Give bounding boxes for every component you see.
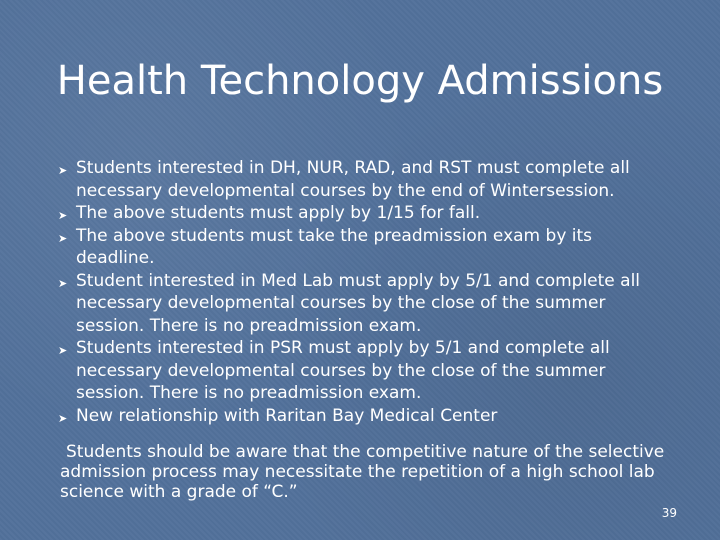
bullet-text: New relationship with Raritan Bay Medical Center: [76, 405, 498, 426]
bullet-item: [58, 202, 668, 225]
arrow-bullet-icon: ➤: [58, 209, 68, 222]
arrow-bullet-icon: ➤: [58, 231, 68, 245]
slide-title: Health Technology Admissions: [56, 58, 664, 104]
arrow-bullet-icon: ➤: [58, 164, 68, 177]
bullet-item: [58, 405, 668, 428]
arrow-bullet-icon: ➤: [58, 411, 68, 425]
page-number: 39: [661, 506, 677, 520]
arrow-bullet-icon: ➤: [58, 276, 68, 290]
bullet-item: [58, 270, 668, 338]
bullet-text: Students interested in DH, NUR, RAD, and RST must complete all necessary developmental courses by the end of Wintersession.: [76, 158, 630, 201]
bullet-item: [58, 157, 668, 202]
bullet-item: [58, 337, 668, 405]
bullet-text: The above students must take the preadmission exam by its deadline.: [76, 225, 593, 268]
bullet-text: Students interested in PSR must apply by 5/1 and complete all necessary developmental courses by the close of the summer session. There is no preadmission exam.: [76, 338, 610, 403]
arrow-bullet-icon: ➤: [58, 344, 68, 357]
bullet-list: [58, 157, 668, 427]
bullet-text: Student interested in Med Lab must apply by 5/1 and complete all necessary developmental courses by the close of the summer session. There is no preadmission exam.: [76, 270, 641, 336]
admission-note: Students should be aware that the competitive nature of the selective admission process may necessitate the repetition of a high school lab science with a grade of “C.”: [60, 442, 665, 502]
bullet-text: The above students must apply by 1/15 for fall.: [76, 203, 481, 223]
bullet-item: [58, 225, 668, 270]
